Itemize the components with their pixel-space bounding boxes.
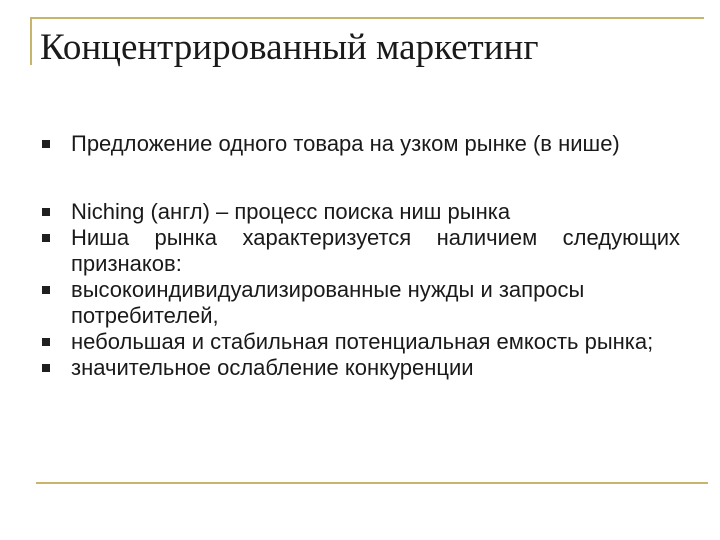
frame-top-line: [30, 17, 704, 19]
list-item-text: небольшая и стабильная потенциальная емкость рынка;: [71, 329, 654, 354]
square-bullet-icon: [42, 208, 50, 216]
square-bullet-icon: [42, 286, 50, 294]
list-item-text: Предложение одного товара на узком рынке (в нише): [71, 131, 620, 156]
square-bullet-icon: [42, 364, 50, 372]
list-item-text: высокоиндивидуализированные нужды и запросы потребителей,: [71, 277, 585, 328]
square-bullet-icon: [42, 234, 50, 242]
list-item: [40, 329, 680, 355]
list-item: [40, 131, 680, 157]
list-item: [40, 225, 680, 277]
list-item-text: Ниша рынка характеризуется наличием следующих признаков:: [71, 225, 680, 276]
list-item: [40, 355, 680, 381]
frame-bottom-line: [36, 482, 708, 484]
slide-title: Концентрированный маркетинг: [40, 27, 539, 68]
square-bullet-icon: [42, 338, 50, 346]
list-item-text: значительное ослабление конкуренции: [71, 355, 474, 380]
list-item-text: Niching (англ) – процесс поиска ниш рынка: [71, 199, 511, 224]
square-bullet-icon: [42, 140, 50, 148]
frame-left-line: [30, 17, 32, 65]
bullet-list: [40, 131, 680, 381]
list-item: [40, 277, 680, 329]
list-item: [40, 199, 680, 225]
